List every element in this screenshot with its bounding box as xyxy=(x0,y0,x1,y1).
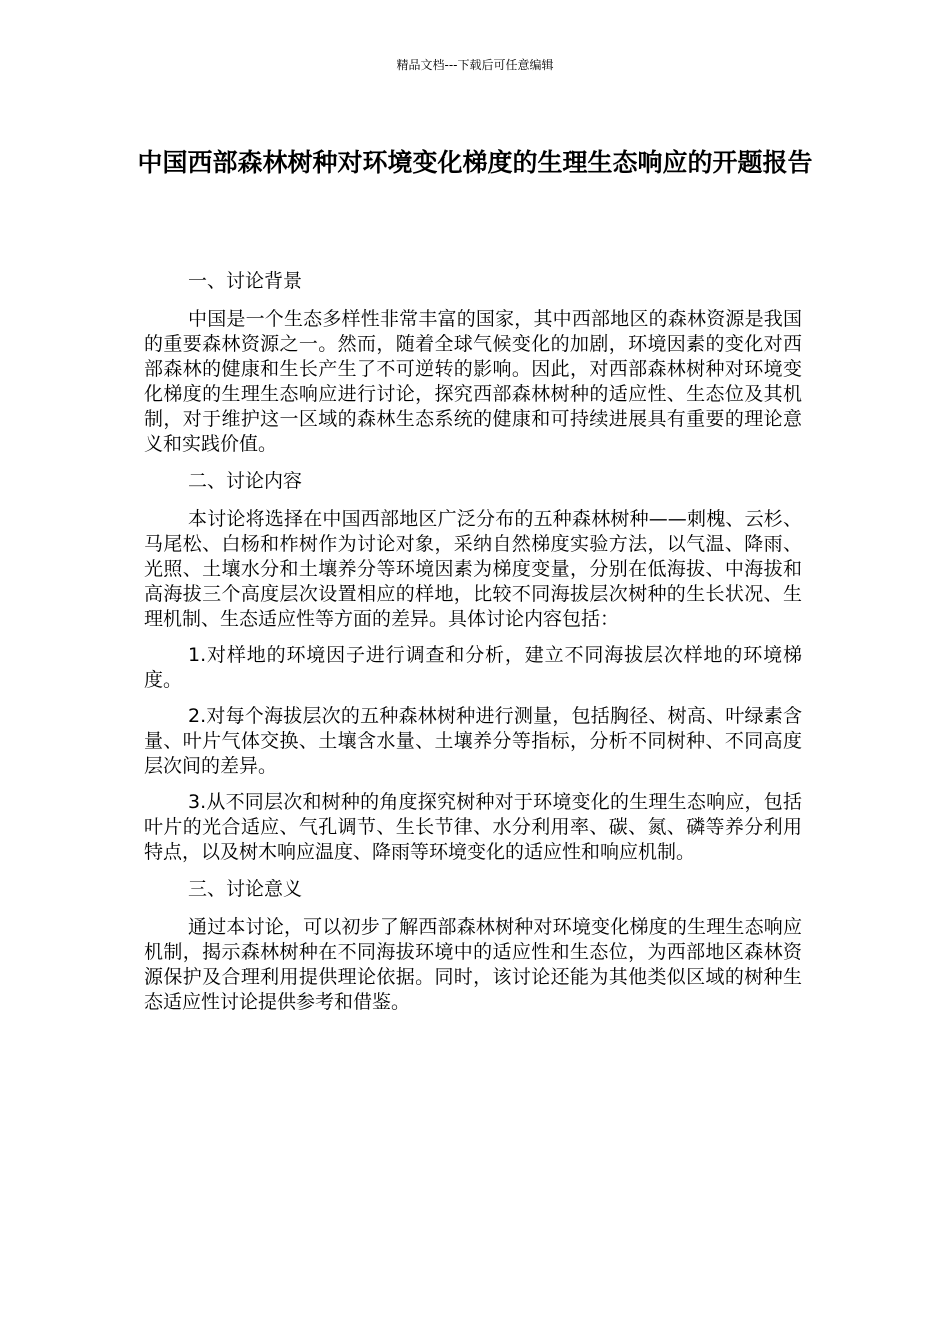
content-intro-paragraph: 本讨论将选择在中国西部地区广泛分布的五种森林树种——刺槐、云杉、马尾松、白杨和柞树作为讨论对象，采纳自然梯度实验方法，以气温、降雨、光照、土壤水分和土壤养分等环境因素为梯度变量，分别在低海拔、中海拔和高海拔三个高度层次设置相应的样地，比较不同海拔层次树种的生长状况、生理机制、生态适应性等方面的差异。具体讨论内容包括： xyxy=(144,508,802,630)
document-title: 中国西部森林树种对环境变化梯度的生理生态响应的开题报告 xyxy=(137,148,813,177)
page-header-note: 精品文档---下载后可任意编辑 xyxy=(396,58,554,72)
content-item-2: 2.对每个海拔层次的五种森林树种进行测量，包括胸径、树高、叶绿素含量、叶片气体交换、土壤含水量、土壤养分等指标，分析不同树种、不同高度层次间的差异。 xyxy=(144,705,802,777)
significance-paragraph: 通过本讨论，可以初步了解西部森林树种对环境变化梯度的生理生态响应机制，揭示森林树种在不同海拔环境中的适应性和生态位，为西部地区森林资源保护及合理利用提供理论依据。同时，该讨论还能为其他类似区域的树种生态适应性讨论提供参考和借鉴。 xyxy=(144,916,802,1013)
background-paragraph: 中国是一个生态多样性非常丰富的国家，其中西部地区的森林资源是我国的重要森林资源之一。然而，随着全球气候变化的加剧，环境因素的变化对西部森林的健康和生长产生了不可逆转的影响。因此，对西部森林树种对环境变化梯度的生理生态响应进行讨论，探究西部森林树种的适应性、生态位及其机制，对于维护这一区域的森林生态系统的健康和可持续进展具有重要的理论意义和实践价值。 xyxy=(144,308,802,455)
content-item-3: 3.从不同层次和树种的角度探究树种对于环境变化的生理生态响应，包括叶片的光合适应、气孔调节、生长节律、水分利用率、碳、氮、磷等养分利用特点，以及树木响应温度、降雨等环境变化的适应性和响应机制。 xyxy=(144,791,802,863)
section-heading-content: 二、讨论内容 xyxy=(188,470,303,492)
document-body xyxy=(144,268,802,1026)
section-heading-significance: 三、讨论意义 xyxy=(188,878,303,900)
content-item-1: 1.对样地的环境因子进行调查和分析，建立不同海拔层次样地的环境梯度。 xyxy=(144,644,802,691)
section-heading-background: 一、讨论背景 xyxy=(188,270,303,292)
